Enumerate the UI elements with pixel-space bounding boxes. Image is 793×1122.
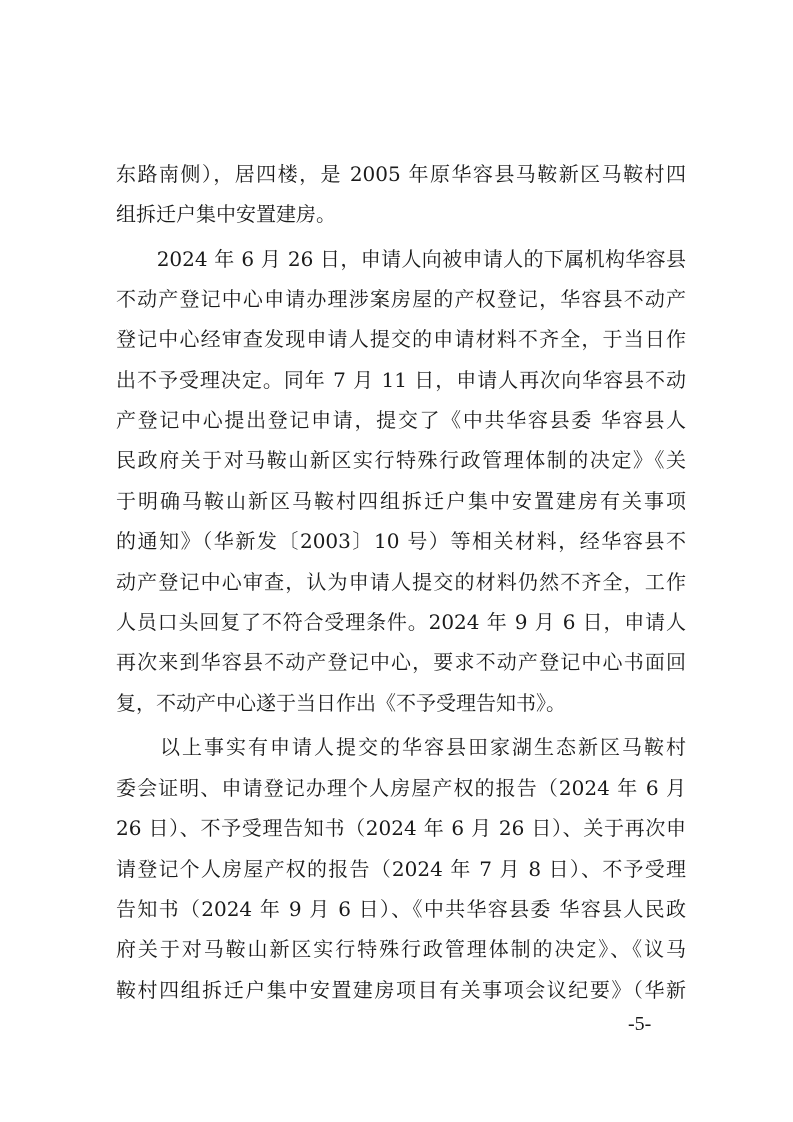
- text-line: 鞍村四组拆迁户集中安置建房项目有关事项会议纪要》（华新: [116, 978, 686, 1002]
- text-line: 再次来到华容县不动产登记中心，要求不动产登记中心书面回: [116, 650, 686, 674]
- text-line: 于明确马鞍山新区马鞍村四组拆迁户集中安置建房有关事项: [116, 489, 686, 513]
- text-line: 产登记中心提出登记申请，提交了《中共华容县委 华容县人: [116, 408, 686, 432]
- page-number: -5-: [628, 1013, 652, 1035]
- text-line: 组拆迁户集中安置建房。: [116, 202, 336, 226]
- text-line: 请登记个人房屋产权的报告（2024 年 7 月 8 日）、不予受理: [116, 857, 686, 881]
- text-line: 告知书（2024 年 9 月 6 日）、《中共华容县委 华容县人民政: [116, 897, 686, 921]
- text-line: 出不予受理决定。同年 7 月 11 日，申请人再次向华容县不动: [116, 368, 686, 392]
- text-line: 以上事实有申请人提交的华容县田家湖生态新区马鞍村: [116, 735, 686, 759]
- text-line: 不动产登记中心申请办理涉案房屋的产权登记，华容县不动产: [116, 287, 686, 311]
- text-line: 动产登记中心审查，认为申请人提交的材料仍然不齐全，工作: [116, 570, 686, 594]
- text-line: 府关于对马鞍山新区实行特殊行政管理体制的决定》、《议马: [116, 937, 686, 961]
- text-line: 登记中心经审查发现申请人提交的申请材料不齐全，于当日作: [116, 327, 686, 351]
- text-line: 复，不动产中心遂于当日作出《不予受理告知书》。: [116, 691, 566, 715]
- text-line: 的通知》（华新发〔2003〕10 号）等相关材料，经华容县不: [116, 529, 686, 553]
- text-line: 26 日）、不予受理告知书（2024 年 6 月 26 日）、关于再次申: [116, 816, 686, 840]
- text-line: 人员口头回复了不符合受理条件。2024 年 9 月 6 日，申请人: [116, 610, 686, 634]
- text-line: 民政府关于对马鞍山新区实行特殊行政管理体制的决定》《关: [116, 448, 686, 472]
- text-line: 委会证明、申请登记办理个人房屋产权的报告（2024 年 6 月: [116, 776, 686, 800]
- text-line: 2024 年 6 月 26 日，申请人向被申请人的下属机构华容县: [116, 247, 686, 271]
- text-line: 东路南侧），居四楼，是 2005 年原华容县马鞍新区马鞍村四: [116, 162, 686, 186]
